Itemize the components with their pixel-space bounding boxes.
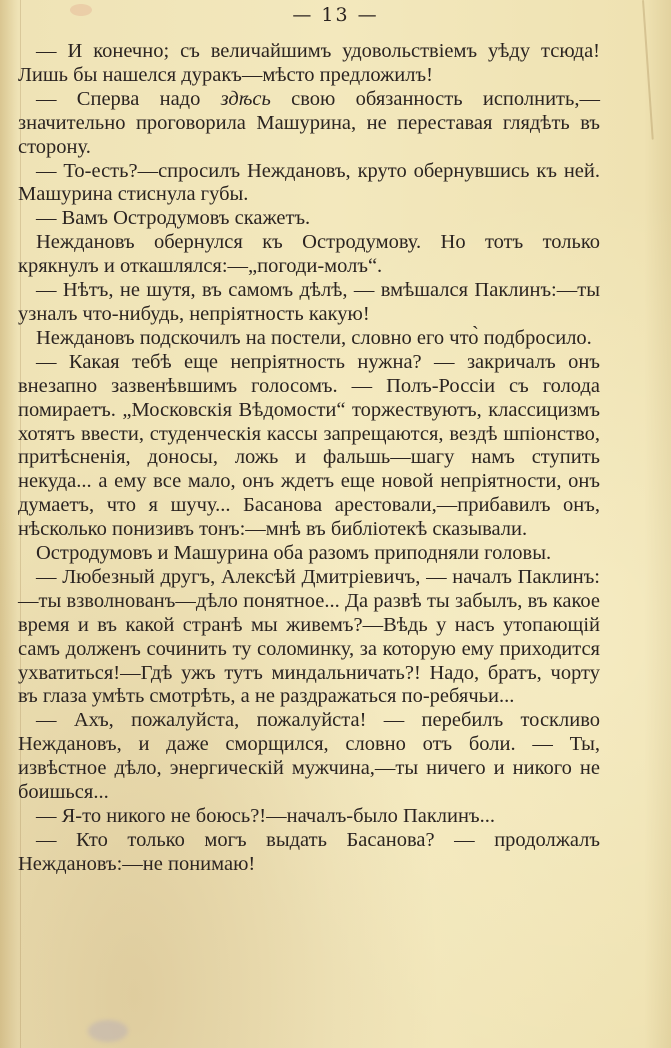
paragraph: — И конечно; съ величайшимъ удовольствіемъ уѣду тсюда! Лишь бы нашелся дуракъ—мѣсто предложилъ!	[18, 40, 600, 86]
page-body-text	[18, 40, 600, 877]
paragraph: Остродумовъ и Машурина оба разомъ приподняли головы.	[36, 542, 552, 565]
paragraph: Неждановъ обернулся къ Остродумову. Но тотъ только крякнулъ и откашлялся:—„погоди-молъ“.	[18, 231, 600, 278]
paragraph: — Какая тебѣ еще непріятность нужна? — закричалъ онъ внезапно зазвенѣвшимъ голосомъ. — Полъ-Россіи съ голода помираетъ. „Московскія Вѣдомости“ торжествуютъ, классицизмъ хотятъ ввести, студенческія кассы запрещаются, вездѣ шпіонство, притѣсненія, доносы, ложь и фальшь—шагу намъ ступить некуда... а ему все мало, онъ ждетъ еще новой непріятности, онъ думаетъ, что я шучу... Басанова арестовали,—прибавилъ онъ, нѣсколько понизивъ тонъ:—мнѣ въ библіотекѣ сказывали.	[18, 350, 600, 541]
paragraph: — Кто только могъ выдать Басанова? — продолжалъ Неждановъ:—не понимаю!	[18, 828, 600, 875]
paper-stain-bottom	[88, 1020, 128, 1042]
paragraph	[18, 88, 600, 160]
paragraph: — Ахъ, пожалуйста, пожалуйста! — перебилъ тоскливо Неждановъ, и даже сморщился, словно отъ боли. — Ты, извѣстное дѣло, энергическій мужчина,—ты ничего и никого не боишься...	[18, 709, 600, 804]
paragraph: — Вамъ Остродумовъ скажетъ.	[36, 207, 311, 230]
paragraph: Неждановъ подскочилъ на постели, словно его что̀ подбросило.	[36, 326, 592, 349]
paragraph: — Я-то никого не боюсь?!—началъ-было Паклинъ...	[36, 805, 495, 827]
paragraph: — То-есть?—спросилъ Неждановъ, круто обернувшись къ ней. Машурина стиснула губы.	[18, 159, 600, 206]
paragraph: — Нѣтъ, не шутя, въ самомъ дѣлѣ, — вмѣшался Паклинъ:—ты узналъ что-нибудь, непріятность какую!	[18, 279, 600, 325]
paragraph-text: — Сперва надо	[36, 87, 221, 110]
paragraph: — Любезный другъ, Алексѣй Дмитріевичъ, — началъ Паклинъ:—ты взволнованъ—дѣло понятное... Да развѣ ты забылъ, въ какое время и въ какой странѣ мы живемъ?—Вѣдь у насъ утопающій самъ долженъ сочинить ту соломинку, за которую ему приходится ухватиться!—Гдѣ ужъ тутъ миндальничать?! Надо, братъ, чорту въ глаза умѣть смотрѣть, а не раздражаться по-ребячьи...	[18, 565, 600, 708]
paragraph-text: свою обязанность исполнить,—значительно проговорила Машурина, не переставая глядѣть въ сторону.	[18, 87, 600, 158]
page-number: — 13 —	[292, 4, 379, 26]
emphasized-word: здѣсь	[220, 87, 271, 110]
